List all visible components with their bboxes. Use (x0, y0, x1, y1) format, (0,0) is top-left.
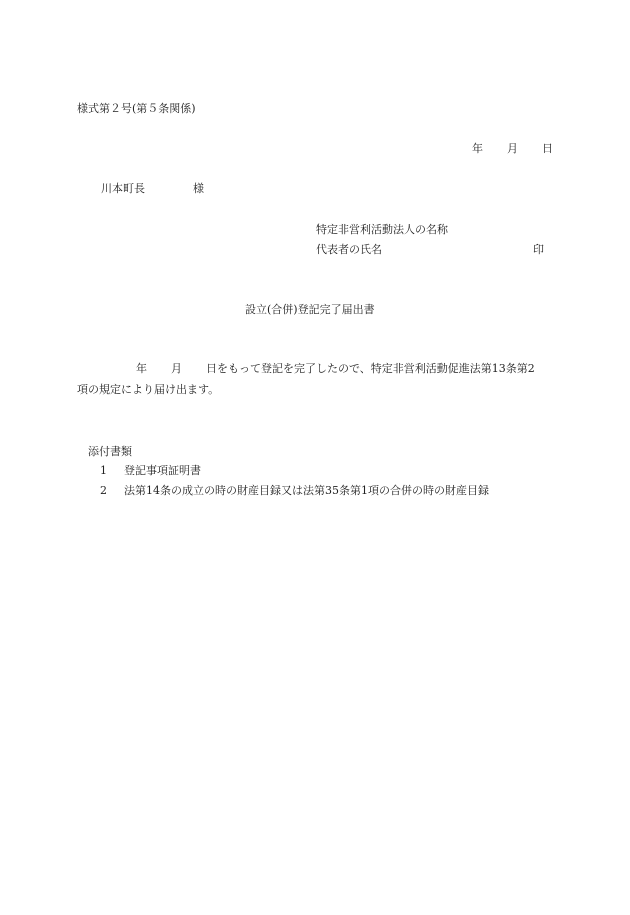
attachment-text: 登記事項証明書 (124, 464, 201, 477)
date-year-label: 年 (472, 142, 483, 155)
addressee-line (101, 183, 204, 194)
body-year-label: 年 (136, 362, 147, 375)
seal-mark: 印 (533, 243, 544, 256)
addressee-name: 川本町長 (101, 182, 145, 195)
org-name-label: 特定非営利活動法人の名称 (316, 223, 448, 236)
attachments-heading: 添付書類 (88, 445, 132, 458)
form-number: 様式第２号(第５条関係) (77, 102, 196, 115)
body-line-1 (136, 363, 535, 374)
attachment-item (100, 485, 489, 496)
attachment-number: 1 (100, 464, 107, 477)
addressee-honorific: 様 (193, 182, 204, 195)
body-line-2: 項の規定により届け出ます。 (77, 383, 220, 396)
body-month-label: 月 (171, 362, 182, 375)
attachment-text: 法第14条の成立の時の財産目録又は法第35条第1項の合併の時の財産目録 (124, 484, 489, 497)
attachment-number: 2 (100, 484, 107, 497)
date-day-label: 日 (542, 142, 553, 155)
attachment-item (100, 465, 201, 476)
representative-label: 代表者の氏名 (316, 243, 382, 256)
document-title: 設立(合併)登記完了届出書 (245, 303, 375, 316)
date-month-label: 月 (507, 142, 518, 155)
date-line (472, 143, 553, 154)
body-text-1: 日をもって登記を完了したので、特定非営利活動促進法第13条第2 (206, 362, 535, 375)
